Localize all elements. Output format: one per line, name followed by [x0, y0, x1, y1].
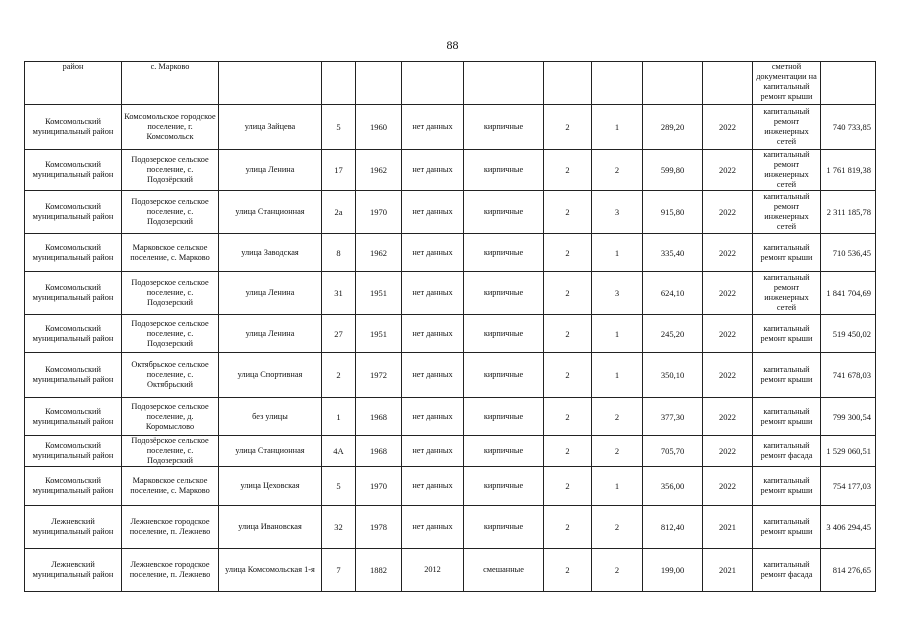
wall-material-cell: кирпичные — [464, 506, 544, 549]
street-cell: улица Заводская — [219, 234, 322, 272]
house-number-cell: 17 — [322, 150, 356, 191]
year-built-cell: 1972 — [356, 353, 402, 398]
cost-cell: 3 406 294,45 — [821, 506, 876, 549]
work-type-cell: капитальный ремонт инженерных сетей — [753, 272, 821, 315]
district-cell: Комсомольский муниципальный район — [25, 436, 122, 467]
floors-cell: 2 — [544, 234, 592, 272]
table-row — [25, 315, 876, 353]
house-number-cell: 1 — [322, 398, 356, 436]
table-row — [25, 353, 876, 398]
area-cell: 705,70 — [643, 436, 703, 467]
plan-year-cell: 2022 — [703, 272, 753, 315]
work-type-cell: капитальный ремонт фасада — [753, 436, 821, 467]
street-cell: улица Ленина — [219, 315, 322, 353]
reconstruction-year-cell: нет данных — [402, 272, 464, 315]
district-cell: Комсомольский муниципальный район — [25, 191, 122, 234]
cost-cell: 754 177,03 — [821, 467, 876, 506]
district-cell: Комсомольский муниципальный район — [25, 315, 122, 353]
year-built-cell — [356, 62, 402, 105]
table-row — [25, 62, 876, 105]
year-built-cell: 1951 — [356, 315, 402, 353]
area-cell: 377,30 — [643, 398, 703, 436]
area-cell: 335,40 — [643, 234, 703, 272]
reconstruction-year-cell: 2012 — [402, 549, 464, 592]
house-number-cell: 2 — [322, 353, 356, 398]
district-cell: Лежневский муниципальный район — [25, 549, 122, 592]
cost-cell: 740 733,85 — [821, 105, 876, 150]
floors-cell: 2 — [544, 506, 592, 549]
area-cell: 289,20 — [643, 105, 703, 150]
wall-material-cell: кирпичные — [464, 436, 544, 467]
wall-material-cell: кирпичные — [464, 191, 544, 234]
year-built-cell: 1968 — [356, 436, 402, 467]
reconstruction-year-cell: нет данных — [402, 353, 464, 398]
plan-year-cell: 2021 — [703, 549, 753, 592]
year-built-cell: 1970 — [356, 191, 402, 234]
floors-cell: 2 — [544, 353, 592, 398]
table-row — [25, 467, 876, 506]
reconstruction-year-cell: нет данных — [402, 315, 464, 353]
entrances-cell: 2 — [592, 549, 643, 592]
area-cell: 915,80 — [643, 191, 703, 234]
table-row — [25, 150, 876, 191]
year-built-cell: 1970 — [356, 467, 402, 506]
floors-cell: 2 — [544, 549, 592, 592]
housing-repair-table — [24, 61, 876, 592]
cost-cell: 519 450,02 — [821, 315, 876, 353]
district-cell: Комсомольский муниципальный район — [25, 150, 122, 191]
district-cell: Комсомольский муниципальный район — [25, 398, 122, 436]
plan-year-cell: 2022 — [703, 467, 753, 506]
floors-cell: 2 — [544, 436, 592, 467]
entrances-cell: 2 — [592, 436, 643, 467]
floors-cell: 2 — [544, 272, 592, 315]
reconstruction-year-cell: нет данных — [402, 467, 464, 506]
table-row — [25, 234, 876, 272]
plan-year-cell: 2021 — [703, 506, 753, 549]
cost-cell: 710 536,45 — [821, 234, 876, 272]
entrances-cell: 2 — [592, 398, 643, 436]
reconstruction-year-cell: нет данных — [402, 234, 464, 272]
work-type-cell: капитальный ремонт крыши — [753, 234, 821, 272]
street-cell: улица Спортивная — [219, 353, 322, 398]
year-built-cell: 1960 — [356, 105, 402, 150]
floors-cell: 2 — [544, 150, 592, 191]
plan-year-cell: 2022 — [703, 315, 753, 353]
settlement-cell: Марковское сельское поселение, с. Марково — [122, 234, 219, 272]
entrances-cell: 1 — [592, 105, 643, 150]
house-number-cell: 31 — [322, 272, 356, 315]
wall-material-cell: кирпичные — [464, 467, 544, 506]
house-number-cell: 32 — [322, 506, 356, 549]
year-built-cell: 1962 — [356, 150, 402, 191]
area-cell: 599,80 — [643, 150, 703, 191]
district-cell: Комсомольский муниципальный район — [25, 353, 122, 398]
settlement-cell: Лежневское городское поселение, п. Лежнево — [122, 549, 219, 592]
district-cell: Комсомольский муниципальный район — [25, 467, 122, 506]
house-number-cell: 27 — [322, 315, 356, 353]
settlement-cell: Подозерское сельское поселение, с. Подозерский — [122, 272, 219, 315]
entrances-cell: 2 — [592, 506, 643, 549]
plan-year-cell: 2022 — [703, 150, 753, 191]
settlement-cell: Марковское сельское поселение, с. Марково — [122, 467, 219, 506]
reconstruction-year-cell: нет данных — [402, 436, 464, 467]
reconstruction-year-cell: нет данных — [402, 506, 464, 549]
entrances-cell: 1 — [592, 234, 643, 272]
wall-material-cell: кирпичные — [464, 315, 544, 353]
wall-material-cell: кирпичные — [464, 150, 544, 191]
district-cell: Комсомольский муниципальный район — [25, 105, 122, 150]
street-cell: улица Зайцева — [219, 105, 322, 150]
reconstruction-year-cell — [402, 62, 464, 105]
floors-cell: 2 — [544, 315, 592, 353]
settlement-cell: Подозерское сельское поселение, с. Подозерский — [122, 315, 219, 353]
house-number-cell: 5 — [322, 105, 356, 150]
floors-cell: 2 — [544, 467, 592, 506]
area-cell: 245,20 — [643, 315, 703, 353]
entrances-cell: 1 — [592, 467, 643, 506]
district-cell: Комсомольский муниципальный район — [25, 272, 122, 315]
table-row — [25, 549, 876, 592]
floors-cell: 2 — [544, 105, 592, 150]
wall-material-cell: кирпичные — [464, 234, 544, 272]
settlement-cell: с. Марково — [122, 62, 219, 105]
table-row — [25, 436, 876, 467]
settlement-cell: Октябрьское сельское поселение, с. Октябрьский — [122, 353, 219, 398]
table-row — [25, 105, 876, 150]
work-type-cell: сметной документации на капитальный ремонт крыши — [753, 62, 821, 105]
district-cell: Комсомольский муниципальный район — [25, 234, 122, 272]
cost-cell: 1 841 704,69 — [821, 272, 876, 315]
wall-material-cell — [464, 62, 544, 105]
plan-year-cell: 2022 — [703, 105, 753, 150]
floors-cell: 2 — [544, 398, 592, 436]
plan-year-cell: 2022 — [703, 191, 753, 234]
floors-cell — [544, 62, 592, 105]
settlement-cell: Лежневское городское поселение, п. Лежнево — [122, 506, 219, 549]
cost-cell: 741 678,03 — [821, 353, 876, 398]
street-cell: улица Цеховская — [219, 467, 322, 506]
table-row — [25, 191, 876, 234]
cost-cell: 814 276,65 — [821, 549, 876, 592]
house-number-cell: 5 — [322, 467, 356, 506]
settlement-cell: Подозерское сельское поселение, д. Коромыслово — [122, 398, 219, 436]
settlement-cell: Подозёрское сельское поселение, с. Подозерский — [122, 436, 219, 467]
entrances-cell: 1 — [592, 315, 643, 353]
street-cell — [219, 62, 322, 105]
work-type-cell: капитальный ремонт инженерных сетей — [753, 105, 821, 150]
house-number-cell: 7 — [322, 549, 356, 592]
work-type-cell: капитальный ремонт крыши — [753, 315, 821, 353]
street-cell: улица Станционная — [219, 436, 322, 467]
area-cell: 199,00 — [643, 549, 703, 592]
area-cell — [643, 62, 703, 105]
work-type-cell: капитальный ремонт крыши — [753, 467, 821, 506]
street-cell: без улицы — [219, 398, 322, 436]
work-type-cell: капитальный ремонт крыши — [753, 398, 821, 436]
cost-cell: 1 529 060,51 — [821, 436, 876, 467]
district-cell: Лежневский муниципальный район — [25, 506, 122, 549]
entrances-cell: 1 — [592, 353, 643, 398]
street-cell: улица Комсомольская 1-я — [219, 549, 322, 592]
area-cell: 812,40 — [643, 506, 703, 549]
work-type-cell: капитальный ремонт инженерных сетей — [753, 191, 821, 234]
street-cell: улица Ленина — [219, 272, 322, 315]
area-cell: 356,00 — [643, 467, 703, 506]
street-cell: улица Ивановская — [219, 506, 322, 549]
entrances-cell: 3 — [592, 191, 643, 234]
work-type-cell: капитальный ремонт крыши — [753, 353, 821, 398]
wall-material-cell: кирпичные — [464, 105, 544, 150]
wall-material-cell: кирпичные — [464, 398, 544, 436]
area-cell: 350,10 — [643, 353, 703, 398]
table-row — [25, 272, 876, 315]
cost-cell: 1 761 819,38 — [821, 150, 876, 191]
table-row — [25, 506, 876, 549]
settlement-cell: Комсомольское городское поселение, г. Комсомольск — [122, 105, 219, 150]
wall-material-cell: кирпичные — [464, 272, 544, 315]
wall-material-cell: кирпичные — [464, 353, 544, 398]
reconstruction-year-cell: нет данных — [402, 398, 464, 436]
settlement-cell: Подозерское сельское поселение, с. Подозёрский — [122, 150, 219, 191]
table-row — [25, 398, 876, 436]
street-cell: улица Станционная — [219, 191, 322, 234]
cost-cell: 2 311 185,78 — [821, 191, 876, 234]
reconstruction-year-cell: нет данных — [402, 191, 464, 234]
work-type-cell: капитальный ремонт инженерных сетей — [753, 150, 821, 191]
year-built-cell: 1962 — [356, 234, 402, 272]
street-cell: улица Ленина — [219, 150, 322, 191]
plan-year-cell: 2022 — [703, 234, 753, 272]
house-number-cell: 8 — [322, 234, 356, 272]
year-built-cell: 1978 — [356, 506, 402, 549]
year-built-cell: 1882 — [356, 549, 402, 592]
area-cell: 624,10 — [643, 272, 703, 315]
entrances-cell: 3 — [592, 272, 643, 315]
district-cell: район — [25, 62, 122, 105]
year-built-cell: 1968 — [356, 398, 402, 436]
floors-cell: 2 — [544, 191, 592, 234]
house-number-cell — [322, 62, 356, 105]
work-type-cell: капитальный ремонт крыши — [753, 506, 821, 549]
house-number-cell: 4А — [322, 436, 356, 467]
entrances-cell — [592, 62, 643, 105]
year-built-cell: 1951 — [356, 272, 402, 315]
reconstruction-year-cell: нет данных — [402, 150, 464, 191]
work-type-cell: капитальный ремонт фасада — [753, 549, 821, 592]
plan-year-cell: 2022 — [703, 353, 753, 398]
plan-year-cell — [703, 62, 753, 105]
entrances-cell: 2 — [592, 150, 643, 191]
wall-material-cell: смешанные — [464, 549, 544, 592]
cost-cell: 799 300,54 — [821, 398, 876, 436]
reconstruction-year-cell: нет данных — [402, 105, 464, 150]
page-number: 88 — [446, 38, 459, 52]
cost-cell — [821, 62, 876, 105]
house-number-cell: 2а — [322, 191, 356, 234]
plan-year-cell: 2022 — [703, 398, 753, 436]
plan-year-cell: 2022 — [703, 436, 753, 467]
settlement-cell: Подозерское сельское поселение, с. Подозерский — [122, 191, 219, 234]
